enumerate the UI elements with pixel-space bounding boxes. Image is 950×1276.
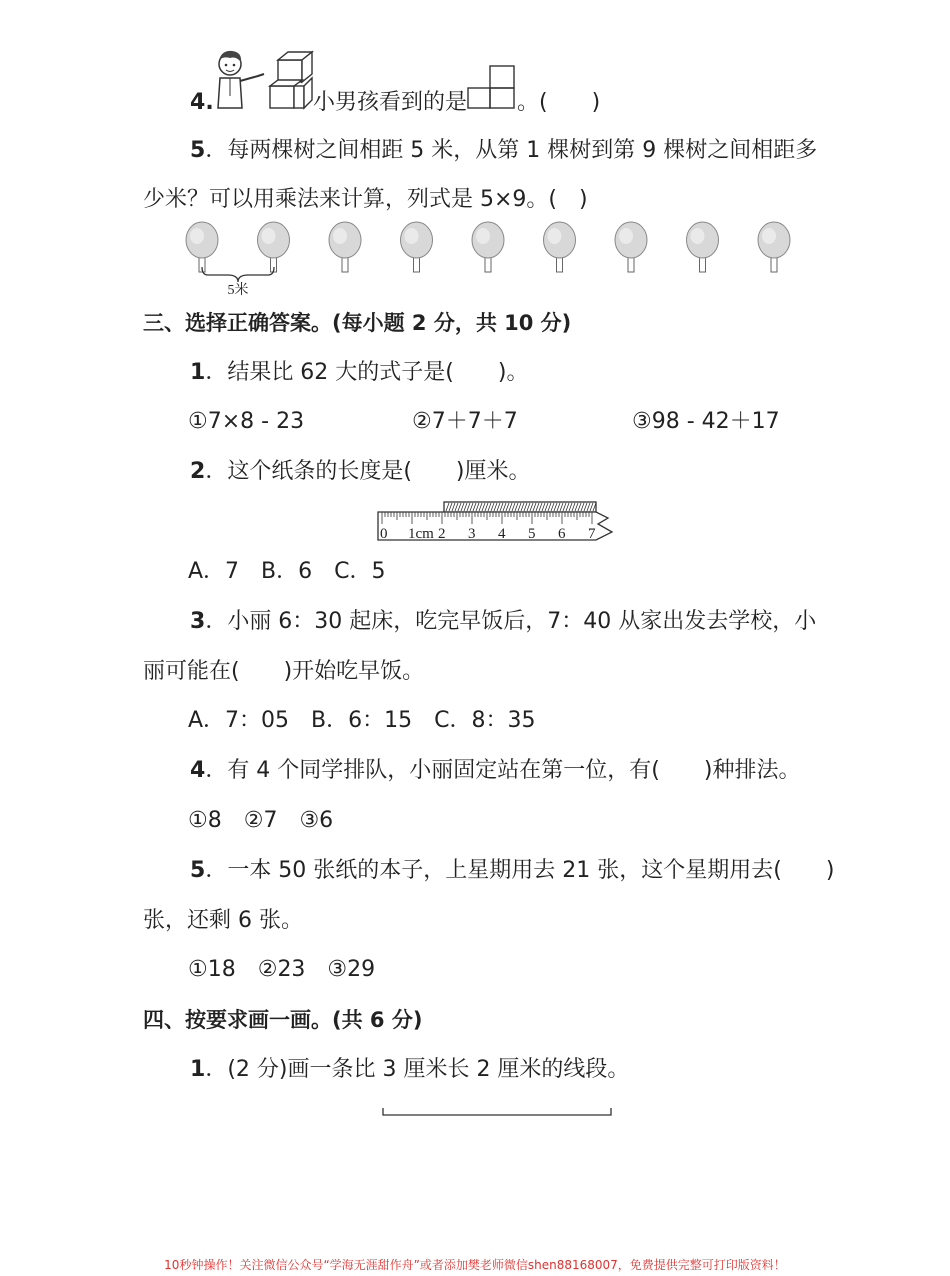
tf-q4: 4. — [190, 90, 214, 115]
tree-1 — [186, 222, 218, 272]
tree-9 — [758, 222, 790, 272]
reference-line-segment — [382, 1106, 614, 1120]
section3-heading: 三、选择正确答案。(每小题 2 分，共 10 分) — [143, 311, 572, 335]
tf-q4-number: 4 — [190, 90, 206, 115]
tree-distance-label: 5米 — [227, 283, 249, 298]
ruler-label: 0 — [380, 526, 388, 542]
footer-promo: 10秒钟操作！关注微信公众号“学海无涯甜作舟”或者添加樊老师微信shen88168007，免费提供完整可打印版资料！ — [164, 1258, 786, 1272]
tree-2 — [258, 222, 290, 272]
ruler-label: 5 — [528, 526, 536, 542]
s3-q1-option1[interactable]: ①7×8 - 23 — [188, 409, 305, 434]
s3-q3-line2: 丽可能在( )开始吃早饭。 — [143, 659, 425, 684]
cube-stack-figure — [268, 50, 316, 112]
s3-q3-line1: 3．小丽 6：30 起床，吃完早饭后，7：40 从家出发去学校，小 — [190, 609, 817, 634]
ruler-label: 4 — [498, 526, 506, 542]
ruler-label: 6 — [558, 526, 566, 542]
boy-illustration — [208, 48, 268, 112]
ruler-label: 1cm — [408, 526, 434, 542]
ruler-label: 2 — [438, 526, 446, 542]
s3-q1-option3[interactable]: ③98 - 42＋17 — [632, 409, 780, 434]
s3-q5-options[interactable]: ①18 ②23 ③29 — [188, 957, 376, 982]
s3-q2-options[interactable]: A．7 B．6 C．5 — [188, 559, 386, 584]
tree-7 — [615, 222, 647, 272]
section4-heading: 四、按要求画一画。(共 6 分) — [143, 1008, 423, 1032]
s3-q1-option2[interactable]: ②7＋7＋7 — [412, 409, 518, 434]
tree-5 — [472, 222, 504, 272]
s4-q1: 1．(2 分)画一条比 3 厘米长 2 厘米的线段。 — [190, 1057, 630, 1082]
ruler-label: 7 — [588, 526, 596, 542]
s3-q4: 4．有 4 个同学排队，小丽固定站在第一位，有( )种排法。 — [190, 758, 801, 783]
tree-4 — [401, 222, 433, 272]
ruler-label: 3 — [468, 526, 476, 542]
tree-8 — [687, 222, 719, 272]
ruler-figure — [376, 498, 621, 544]
tf-q5-line1: 5．每两棵树之间相距 5 米，从第 1 棵树到第 9 棵树之间相距多 — [190, 138, 818, 163]
s3-q5-line2: 张，还剩 6 张。 — [143, 908, 303, 933]
s3-q3-options[interactable]: A．7：05 B．6：15 C．8：35 — [188, 708, 536, 733]
s3-q1: 1．结果比 62 大的式子是( )。 — [190, 360, 529, 385]
s3-q2: 2．这个纸条的长度是( )厘米。 — [190, 459, 531, 484]
tf-q5-line2: 少米？可以用乘法来计算，列式是 5×9。( ) — [143, 187, 588, 212]
tf-q4-text: 小男孩看到的是 — [313, 90, 468, 115]
tree-6 — [544, 222, 576, 272]
tree-row-illustration — [180, 218, 800, 298]
front-view-icon — [466, 64, 518, 110]
tree-3 — [329, 222, 361, 272]
tf-q4-blank: 。( ) — [517, 90, 601, 115]
s3-q5-line1: 5．一本 50 张纸的本子，上星期用去 21 张，这个星期用去( ) — [190, 858, 835, 883]
s3-q4-options[interactable]: ①8 ②7 ③6 — [188, 808, 334, 833]
